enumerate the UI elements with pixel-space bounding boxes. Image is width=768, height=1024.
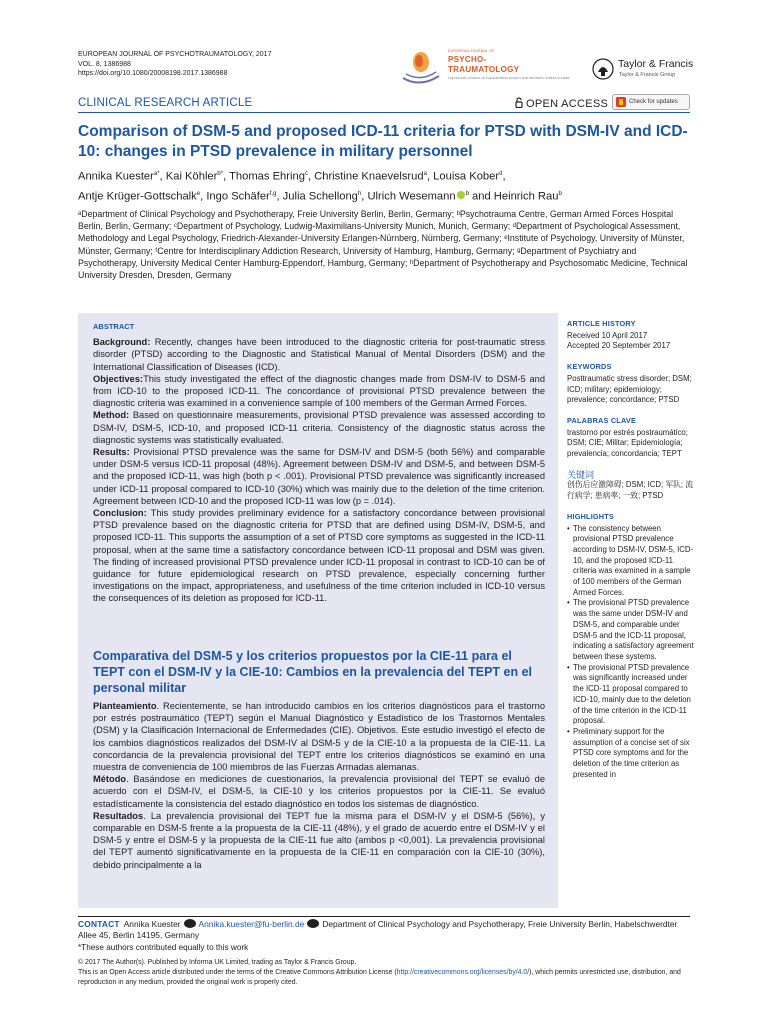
journal-logo-sub: THE OFFICIAL JOURNAL OF THE EUROPEAN SOCIETY FOR TRAUMATIC STRESS STUDIES [448,76,570,80]
author-name[interactable]: , Christine Knaevelsrud [307,170,424,183]
contact-label: CONTACT [78,919,120,929]
author-name[interactable]: Annika Kuester [78,170,154,183]
keywords-list: Posttraumatic stress disorder; DSM; ICD; military; epidemiology; prevalence; concordance; PTSD [567,373,692,405]
abstract-label: Método [93,774,127,785]
abstract-objectives [93,373,545,410]
chinese-keywords-heading: 关键词 [567,469,595,480]
highlight-item: • The consistency between provisional PTSD prevalence according to DSM-IV, DSM-5, ICD-10, and the proposed ICD-11 criteria was examined in a sample of 100 members of the German Armed Forces. [567,524,695,599]
palabras-heading: PALABRAS CLAVE [567,415,637,425]
author-affil-mark: f,g [269,190,277,197]
abstract-label: Method: [93,410,130,421]
license-text: ), which permits unrestricted use, distribution, and reproduction in any medium, provided the original work is properly cited. [78,969,681,986]
abstract-english [93,321,545,605]
author-name[interactable]: Antje Krüger-Gottschalk [78,190,197,203]
contact-email-link[interactable]: Annika.kuester@fu-berlin.de [198,919,305,929]
author-affil-mark: b [558,190,562,197]
abstract-label: Resultados [93,810,144,821]
author-name[interactable]: , Ulrich Wesemann [361,190,456,203]
author-line-2 [78,186,693,206]
license-statement [78,968,693,988]
abstract-label: Background: [93,337,151,348]
chinese-keywords-list: 创伤后应激障碍; DSM; ICD; 军队; 流行病学; 患病率; 一致; PTSD [567,480,694,501]
journal-name-year: EUROPEAN JOURNAL OF PSYCHOTRAUMATOLOGY, 2017 [78,51,272,58]
equal-contribution-note: *These authors contributed equally to this work [78,943,249,952]
check-for-updates-button[interactable] [612,94,690,110]
author-name[interactable]: , Julia Schellong [276,190,358,203]
author-affil-mark: h [357,190,362,197]
abstract-text: Recently, changes have been introduced to the diagnostic criteria for post-traumatic stress disorder (PTSD) according to the Diagnostic and Statistical Manual of Mental Disorders (DSM) and the International Classification of Diseases (ICD). [93,337,545,372]
author-list [78,166,693,205]
license-link[interactable]: http://creativecommons.org/licenses/by/4.0/ [396,969,530,976]
copyright-notice [78,958,693,988]
article-type: CLINICAL RESEARCH ARTICLE [78,97,253,109]
author-separator: , [502,170,506,183]
received-date: Received 10 April 2017 [567,330,648,340]
abstract-text: This study provides preliminary evidence for a satisfactory concordance between provisional PTSD prevalence based on the diagnostic criteria for PTSD that are defined using DSM-IV, DSM-5, and proposed ICD-11. This supports the assumption of a set of PTSD core symptoms as suggested in the ICD-11 proposal, when at the same time a satisfactory concordance between ICD-11 proposal and DSM was given. The finding of increased provisional PTSD prevalence under ICD-11 proposal in contrast to ICD-10 can be of guidance for future epidemiological research on PTSD prevalence, especially concerning further investigations on the impact, appropriateness, and usefulness of the time criterion included in ICD-10 versus the consequences of its deletion as proposed for ICD-11. [93,508,545,604]
publisher-group: Taylor & Francis Group [619,72,676,78]
keywords-block [567,362,695,406]
author-name[interactable]: and Heinrich Rau [468,190,559,203]
abstract-planteamiento [93,700,545,773]
abstract-text: . Basándose en mediciones de cuestionarios, la prevalencia provisional del TEPT se evaluó de acuerdo con el DSM-IV, el DSM-5, la CIE-10 y los criterios propuestos por la CIE-11. Se evaluó estadísticamente la consistencia del estado diagnóstico en todos los sistemas de diagnóstico. [93,774,545,809]
author-affil-mark: a [423,171,427,177]
email-icon [184,919,196,928]
open-access-label: OPEN ACCESS [526,98,609,110]
contact-info [78,919,693,942]
journal-logo [400,44,575,90]
contact-address: Department of Clinical Psychology and Psychotherapy, Freie University Berlin, Habelschwerdter Allee 45, Berlin 14195, Germany [78,919,678,941]
abstract-metodo [93,773,545,810]
abstract-spanish [93,700,545,871]
accepted-date: Accepted 20 September 2017 [567,341,671,351]
author-name[interactable]: , Kai Köhler [159,170,218,183]
author-affil-mark: a* [153,171,160,177]
license-text: This is an Open Access article distributed under the terms of the Creative Commons Attribution License ( [78,969,397,976]
abstract-text: Based on questionnaire measurements, provisional PTSD prevalence was assessed according to DSM-IV, DSM-5, ICD-10, and proposed ICD-11 criteria. Consistency of the diagnostic status across the diagnostic systems was statistically evaluated. [93,410,545,445]
journal-volume: VOL. 8, 1386988 [78,60,131,68]
author-affil-mark: e [196,190,201,197]
orcid-icon[interactable] [457,191,465,199]
author-name[interactable]: , Thomas Ehring [223,170,305,183]
check-for-updates-label: Check for updates [629,99,678,105]
bookmark-icon [616,97,626,107]
highlights-heading: HIGHLIGHTS [567,511,614,521]
author-affil-mark: d [499,171,503,177]
highlights-list [567,524,695,781]
address-icon [307,919,319,928]
journal-logo-small: EUROPEAN JOURNAL OF [448,49,495,53]
abstract-label: Objectives: [93,373,144,384]
journal-brain-icon [400,48,442,86]
author-affil-mark: b* [217,171,224,177]
abstract-resultados [93,810,545,871]
spanish-abstract-title: Comparativa del DSM-5 y los criterios propuestos por la CIE-11 para el TEPT con el DSM-IV y la CIE-10: Cambios en la prevalencia del TEPT en el personal militar [93,649,533,696]
chinese-keywords-block [567,470,695,502]
publisher-logo [592,56,702,86]
palabras-block [567,416,695,460]
author-affil-mark: c [304,171,308,177]
article-sidebar [567,319,695,790]
highlight-item: • The provisional PTSD prevalence was the same under DSM-IV and DSM-5, and comparable under DSM-5 and the ICD-11 proposal, indicating a satisfactory agreement between these systems. [567,598,695,662]
journal-logo-name2: TRAUMATOLOGY [448,65,520,74]
abstract-label: Planteamiento [93,701,157,711]
copyright-line: © 2017 The Author(s). Published by Informa UK Limited, trading as Taylor & Francis Group. [78,959,357,966]
abstract-results [93,446,545,507]
author-name[interactable]: , Ingo Schäfer [200,190,270,203]
abstract-conclusion [93,507,545,605]
doi-link[interactable]: https://doi.org/10.1080/20008198.2017.1386988 [78,70,228,77]
abstract-heading: ABSTRACT [93,322,135,331]
abstract-label: Conclusion: [93,508,147,519]
keywords-heading: KEYWORDS [567,362,612,372]
author-affil-mark: b [465,190,469,197]
publisher-lamp-icon [592,56,614,82]
contact-name: Annika Kuester [123,919,181,929]
article-history [567,319,695,352]
journal-logo-name1: PSYCHO- [448,55,487,64]
open-access-badge [515,97,608,110]
header-rule [78,112,690,113]
article-history-heading: ARTICLE HISTORY [567,319,636,328]
open-lock-icon [515,97,523,108]
palabras-list: trastorno por estrés postraumático; DSM; CIE; Militar; Epidemiología; prevalencia; concordancia; TEPT [567,427,688,459]
publisher-name: Taylor & Francis [618,58,694,70]
footer-rule [78,916,690,917]
abstract-text: . La prevalencia provisional del TEPT fue la misma para el DSM-IV y el DSM-5 (56%), y comparable en DSM-5 frente a la propuesta de la CIE-11 (48%), y el grado de acuerdo entre el DSM-IV y el DSM-5 y entre el DSM-5 y la propuesta de la CIE-11 fue alto (ambos p <0,001). La prevalencia provisional del TEPT aumentó significativamente en la propuesta de la CIE-11 en comparación con la CIE-10 (30%), debido principalmente a la [93,810,545,870]
abstract-text: . Recientemente, se han introducido cambios en los criterios diagnósticos para el trastorno por estrés postraumático (TEPT) según el Manual Diagnóstico y Estadístico de los Trastornos Mentales (DSM) y la Clasificación Internacional de Enfermedades (CIE). Objetivos. Este estudio investigó el efecto de los cambios diagnósticos realizados del DSM-IV al DSM-5 y de la CIE-10 a la propuesta de la CIE-11. La concordancia de la prevalencia provisional del TEPT entre los criterios diagnósticos se examinó en una muestra de conveniencia de 100 miembros de las Fuerzas Armadas alemanas. [93,701,545,773]
journal-citation [78,50,271,79]
abstract-text: Provisional PTSD prevalence was the same for DSM-IV and DSM-5 (both 56%) and comparable under DSM-5 versus ICD-11 proposal (48%). Agreement between DSM-IV and DSM-5, and between DSM-5 and the proposed ICD-11, was high (both p < .001). Provisional PTSD prevalence was significantly increased under ICD-11 proposal compared to ICD-10 (30%) which was mainly due to the deletion of the time criterion. Agreement between ICD-10 and the proposed ICD-11 was low (p = .014). [93,447,545,506]
highlight-item: • The provisional PTSD prevalence was significantly increased under the ICD-11 proposal compared to ICD-10, mainly due to the deletion of the time criterion in the ICD-11 proposal. [567,663,695,727]
article-title: Comparison of DSM-5 and proposed ICD-11 criteria for PTSD with DSM-IV and ICD-10: changes in PTSD prevalence in military personnel [78,123,688,160]
affiliations: ᵃDepartment of Clinical Psychology and Psychotherapy, Freie University Berlin, Berlin, Germany; ᵇPsychotrauma Centre, German Armed Forces Hospital Berlin, Berlin, Germany; ᶜDepartment of Psychology, Ludwig-Maximilians-University Munich, Munich, Germany; ᵈDepartment of Psychological Assessment, Methodology and Legal Psychology, Friedrich-Alexander-University Erlangen-Nürnberg, Nürnberg, Germany; ᵉInstitute of Psychology, University of Münster, Münster, Germany; ᶠCentre for Interdisciplinary Addiction Research, University of Hamburg, Hamburg, Germany; ᵍDepartment of Psychiatry and Psychotherapy, University Medical Center Hamburg-Eppendorf, Hamburg, Germany; ʰDepartment of Psychotherapy and Psychosomatic Medicine, Technical University Dresden, Dresden, Germany [78,209,688,281]
highlights-block [567,512,695,781]
highlight-item: • Preliminary support for the assumption of a concise set of six PTSD core symptoms and for the deletion of the time criterion as presented in [567,727,695,781]
abstract-background [93,336,545,373]
abstract-method [93,409,545,446]
abstract-label: Results: [93,447,130,458]
abstract-text: This study investigated the effect of the diagnostic changes made from DSM-IV to DSM-5 and from ICD-10 to the proposed ICD-11. The concordance of provisional PTSD prevalence between the diagnostic criteria was examined in a convenience sample of 100 members of the German Armed Forces. [93,373,545,409]
author-line-1 [78,166,693,186]
author-name[interactable]: , Louisa Kober [426,170,500,183]
